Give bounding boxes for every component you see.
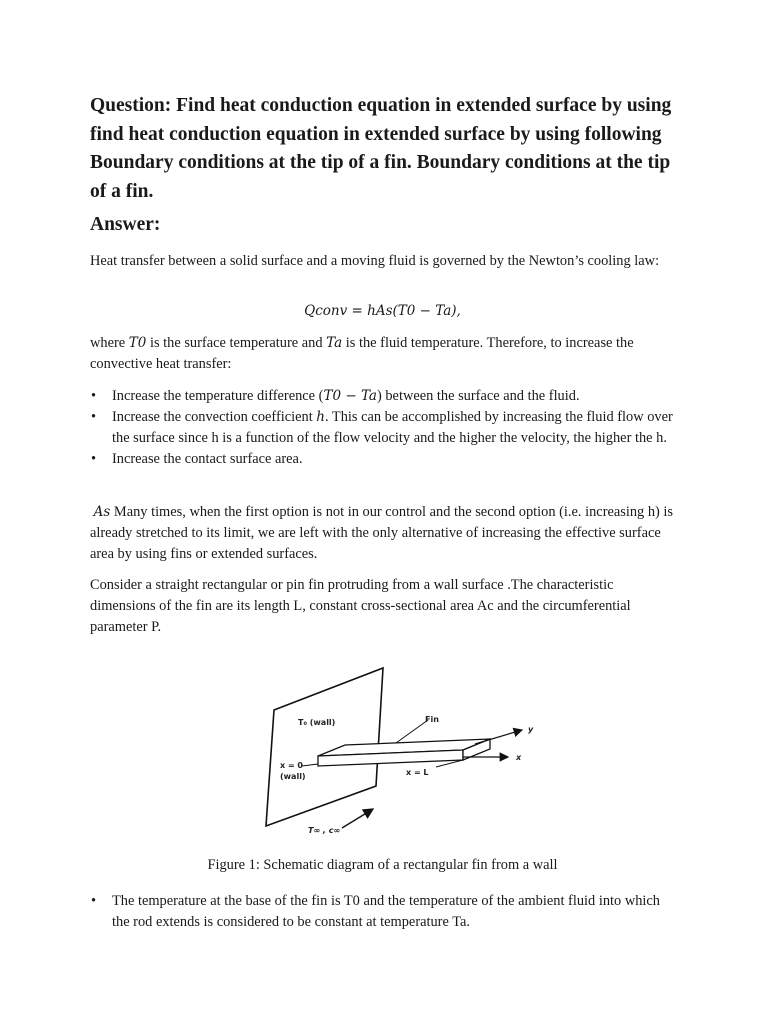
consider-paragraph: Consider a straight rectangular or pin fin protruding from a wall surface .The characteristic dimensions of the fin are its length L, constant cross-sectional area Ac and the circumferential parameter P.	[90, 577, 631, 635]
bullet-1-post: ) between the surface and the fluid.	[376, 388, 580, 404]
x0-leader-line	[302, 764, 318, 766]
list-item: • Increase the contact surface area.	[90, 449, 675, 470]
as-text: Many times, when the first option is not in our control and the second option (i.e. increasing h) is already stretched to its limit, we are left with the only alternative of increasing the effective surface area by using fins or extended surfaces.	[90, 504, 674, 562]
x0-label: x = 0	[280, 761, 303, 770]
where-text-1: where	[90, 335, 129, 351]
bullet-1-math: T0 − Ta	[323, 388, 377, 404]
list-item: • The temperature at the base of the fin is T0 and the temperature of the ambient fluid into which the rod extends is considered to be constant at temperature Ta.	[90, 891, 675, 933]
wall-small-label: (wall)	[280, 772, 306, 781]
list-item	[90, 407, 675, 449]
xL-label: x = L	[406, 768, 429, 777]
where-text-3: is the fluid temperature. Therefore, to increase the convective heat transfer:	[90, 335, 634, 372]
wall-temp-label: T₀ (wall)	[298, 718, 336, 727]
ambient-label: T∞ , c∞	[308, 826, 341, 835]
y-axis-label: y	[528, 725, 534, 734]
bullet-2-pre: Increase the convection coefficient	[112, 409, 317, 425]
fin-schematic-figure	[260, 664, 550, 844]
y-axis-arrow	[475, 730, 522, 744]
as-math: As	[93, 504, 111, 520]
where-text-2: is the surface temperature and	[146, 335, 327, 351]
figure-caption: Figure 1: Schematic diagram of a rectangular fin from a wall	[207, 857, 558, 873]
list-item	[90, 386, 675, 407]
fin-leader-line	[396, 720, 428, 743]
intro-paragraph: Heat transfer between a solid surface and a moving fluid is governed by the Newton’s cooling law:	[90, 253, 660, 269]
fin-label: Fin	[425, 715, 439, 724]
x-axis-label: x	[516, 753, 522, 762]
ambient-flow-arrow	[342, 809, 373, 828]
bullet-1-pre: Increase the temperature difference (	[112, 388, 324, 404]
convective-bullet-list	[90, 386, 675, 470]
final-bullet-list	[90, 891, 675, 933]
as-paragraph	[90, 502, 675, 565]
where-paragraph	[90, 333, 675, 375]
newton-cooling-equation: Qconv = hAs(T0 − Ta),	[304, 303, 461, 319]
question-heading: Question: Find heat conduction equation in extended surface by using find heat conduction equation in extended surface by using following Boundary conditions at the tip of a fin. Boundary conditions at the tip of a fin.	[90, 95, 672, 202]
bullet-2-math: h	[316, 409, 325, 425]
answer-heading: Answer:	[90, 214, 161, 235]
where-t0: T0	[128, 335, 147, 351]
where-ta: Ta	[326, 335, 343, 351]
bullet-2-post: . This can be accomplished by increasing the fluid flow over the surface since h is a function of the flow velocity and the higher the velocity, the higher the h.	[112, 409, 673, 446]
